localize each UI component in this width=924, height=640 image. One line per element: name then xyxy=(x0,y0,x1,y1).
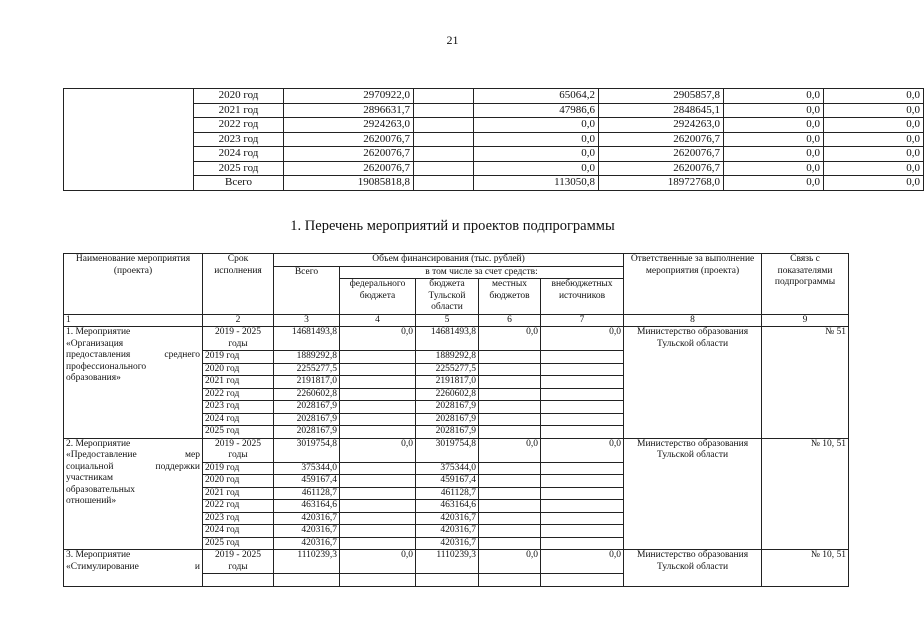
event-year-other xyxy=(541,363,624,376)
event-year-other xyxy=(541,475,624,488)
event-year: 2024 год xyxy=(203,413,274,426)
event-year: 2021 год xyxy=(203,376,274,389)
event-link: № 10, 51 xyxy=(762,550,849,587)
event-total: 14681493,8 xyxy=(274,327,340,351)
summary-regional: 18972768,0 xyxy=(599,176,724,191)
event-year-local xyxy=(479,537,541,550)
summary-total: 2620076,7 xyxy=(284,147,414,162)
event-year-federal xyxy=(340,512,416,525)
event-year-federal xyxy=(340,401,416,414)
summary-federal: 113050,8 xyxy=(474,176,599,191)
summary-empty xyxy=(414,132,474,147)
summary-total: 2924263,0 xyxy=(284,118,414,133)
event-term xyxy=(203,438,274,462)
summary-year: 2020 год xyxy=(194,89,284,104)
summary-regional: 2905857,8 xyxy=(599,89,724,104)
column-number: 1 xyxy=(64,314,203,327)
event-year-local xyxy=(479,500,541,513)
column-number: 8 xyxy=(624,314,762,327)
col-header-regional: бюджета Тульской области xyxy=(416,279,479,315)
column-number: 5 xyxy=(416,314,479,327)
event-name xyxy=(64,327,203,439)
summary-total: 19085818,8 xyxy=(284,176,414,191)
event-year-total: 461128,7 xyxy=(274,487,340,500)
column-number: 2 xyxy=(203,314,274,327)
event-year-federal xyxy=(340,500,416,513)
event-regional: 1110239,3 xyxy=(416,550,479,574)
col-header-total: Всего xyxy=(274,266,340,314)
event-year-local xyxy=(479,388,541,401)
summary-federal: 47986,6 xyxy=(474,103,599,118)
event-term-range: 2019 - 2025 xyxy=(215,550,261,560)
col-header-federal: федерального бюджета xyxy=(340,279,416,315)
event-name xyxy=(64,438,203,550)
event-other: 0,0 xyxy=(541,438,624,462)
summary-other: 0,0 xyxy=(824,161,924,176)
summary-total: 2620076,7 xyxy=(284,161,414,176)
column-number: 4 xyxy=(340,314,416,327)
event-year-other xyxy=(541,525,624,538)
event-year-regional: 2028167,9 xyxy=(416,413,479,426)
summary-empty xyxy=(414,161,474,176)
event-year-other xyxy=(541,426,624,439)
event-name-line: «Стимулирование и xyxy=(66,561,200,572)
event-federal: 0,0 xyxy=(340,327,416,351)
event-year-other xyxy=(541,462,624,475)
event-year-federal xyxy=(340,388,416,401)
summary-federal: 0,0 xyxy=(474,147,599,162)
header-row-1 xyxy=(64,254,849,267)
event-year-local xyxy=(479,512,541,525)
event-federal: 0,0 xyxy=(340,550,416,574)
event-year-total: 1889292,8 xyxy=(274,351,340,364)
event-year-total: 2028167,9 xyxy=(274,401,340,414)
event-year-federal xyxy=(340,462,416,475)
event-year-other xyxy=(541,512,624,525)
summary-regional: 2620076,7 xyxy=(599,147,724,162)
event-year-federal xyxy=(340,537,416,550)
event-other: 0,0 xyxy=(541,327,624,351)
summary-year: Всего xyxy=(194,176,284,191)
event-year-total: 2028167,9 xyxy=(274,426,340,439)
summary-total: 2620076,7 xyxy=(284,132,414,147)
summary-empty xyxy=(414,118,474,133)
event-year-local xyxy=(479,376,541,389)
summary-year: 2021 год xyxy=(194,103,284,118)
event-continuation-cell xyxy=(416,574,479,587)
event-name-line: «Предоставление мер xyxy=(66,450,200,460)
event-year-local xyxy=(479,487,541,500)
column-number: 7 xyxy=(541,314,624,327)
event-link: № 10, 51 xyxy=(762,438,849,550)
event-name-line: образования» xyxy=(66,373,121,383)
event-year: 2019 год xyxy=(203,351,274,364)
event-year-regional: 420316,7 xyxy=(416,512,479,525)
summary-funding-table xyxy=(63,88,924,191)
summary-total: 2896631,7 xyxy=(284,103,414,118)
event-year: 2024 год xyxy=(203,525,274,538)
page-number: 21 xyxy=(446,33,459,47)
event-year-total: 2191817,0 xyxy=(274,376,340,389)
event-year-other xyxy=(541,500,624,513)
event-continuation-cell xyxy=(274,574,340,587)
event-year-local xyxy=(479,401,541,414)
summary-empty xyxy=(414,147,474,162)
event-continuation-cell xyxy=(541,574,624,587)
event-year-regional: 461128,7 xyxy=(416,487,479,500)
event-continuation-cell xyxy=(479,574,541,587)
event-year-local xyxy=(479,426,541,439)
summary-local: 0,0 xyxy=(724,147,824,162)
event-row xyxy=(64,327,849,351)
event-term-unit: годы xyxy=(228,338,248,349)
summary-blank-cell xyxy=(64,89,194,191)
event-term xyxy=(203,550,274,574)
event-term-range: 2019 - 2025 xyxy=(215,438,261,449)
summary-year: 2022 год xyxy=(194,118,284,133)
event-responsible: Министерство образования Тульской области xyxy=(624,550,762,587)
summary-federal: 0,0 xyxy=(474,161,599,176)
summary-regional: 2848645,1 xyxy=(599,103,724,118)
summary-local: 0,0 xyxy=(724,161,824,176)
event-name-line: профессионального xyxy=(66,361,147,372)
event-responsible: Министерство образования Тульской области xyxy=(624,327,762,439)
event-name-line: «Организация xyxy=(66,338,124,349)
event-name-line: 2. Мероприятие xyxy=(66,438,131,449)
event-term xyxy=(203,327,274,351)
event-year-total: 2028167,9 xyxy=(274,413,340,426)
summary-regional: 2620076,7 xyxy=(599,132,724,147)
event-year-federal xyxy=(340,351,416,364)
event-year-federal xyxy=(340,525,416,538)
event-name-line: социальной поддержки xyxy=(66,461,200,472)
event-year: 2025 год xyxy=(203,426,274,439)
event-year-federal xyxy=(340,413,416,426)
event-year-total: 420316,7 xyxy=(274,525,340,538)
event-continuation-cell xyxy=(340,574,416,587)
event-term-unit: годы xyxy=(228,450,248,460)
section-title: 1. Перечень мероприятий и проектов подпрограммы xyxy=(290,218,615,234)
event-year-regional: 2191817,0 xyxy=(416,376,479,389)
event-name-line: предоставления среднего xyxy=(66,350,200,360)
event-federal: 0,0 xyxy=(340,438,416,462)
event-year-regional: 2028167,9 xyxy=(416,401,479,414)
event-year-total: 2260602,8 xyxy=(274,388,340,401)
event-year-local xyxy=(479,363,541,376)
event-year-local xyxy=(479,525,541,538)
summary-local: 0,0 xyxy=(724,132,824,147)
event-term-range: 2019 - 2025 xyxy=(215,327,261,337)
event-year: 2022 год xyxy=(203,388,274,401)
summary-year: 2024 год xyxy=(194,147,284,162)
event-year-local xyxy=(479,413,541,426)
event-year-regional: 375344,0 xyxy=(416,462,479,475)
summary-empty xyxy=(414,103,474,118)
summary-local: 0,0 xyxy=(724,118,824,133)
summary-regional: 2620076,7 xyxy=(599,161,724,176)
col-header-responsible: Ответственные за выполнение мероприятия (проекта) xyxy=(624,254,762,315)
event-year-other xyxy=(541,351,624,364)
event-year-other xyxy=(541,388,624,401)
col-header-including: в том числе за счет средств: xyxy=(340,266,624,279)
summary-regional: 2924263,0 xyxy=(599,118,724,133)
event-year: 2020 год xyxy=(203,363,274,376)
summary-other: 0,0 xyxy=(824,103,924,118)
summary-federal: 0,0 xyxy=(474,118,599,133)
summary-other: 0,0 xyxy=(824,118,924,133)
summary-year: 2023 год xyxy=(194,132,284,147)
event-name-line: отношений» xyxy=(66,496,117,506)
summary-local: 0,0 xyxy=(724,103,824,118)
event-year-regional: 463164,6 xyxy=(416,500,479,513)
event-local: 0,0 xyxy=(479,550,541,574)
summary-federal: 0,0 xyxy=(474,132,599,147)
event-year-local xyxy=(479,475,541,488)
col-header-other: внебюджетных источников xyxy=(541,279,624,315)
event-total: 1110239,3 xyxy=(274,550,340,574)
event-year-other xyxy=(541,487,624,500)
summary-local: 0,0 xyxy=(724,89,824,104)
event-year: 2025 год xyxy=(203,537,274,550)
event-year-federal xyxy=(340,475,416,488)
event-local: 0,0 xyxy=(479,327,541,351)
event-regional: 3019754,8 xyxy=(416,438,479,462)
summary-federal: 65064,2 xyxy=(474,89,599,104)
event-year-regional: 1889292,8 xyxy=(416,351,479,364)
event-year: 2023 год xyxy=(203,401,274,414)
event-name xyxy=(64,550,203,587)
summary-empty xyxy=(414,89,474,104)
event-year-other xyxy=(541,401,624,414)
event-year-local xyxy=(479,351,541,364)
col-header-local: местных бюджетов xyxy=(479,279,541,315)
column-number: 6 xyxy=(479,314,541,327)
event-year-local xyxy=(479,462,541,475)
col-header-name: Наименование мероприятия (проекта) xyxy=(64,254,203,315)
col-header-link: Связь с показателями подпрограммы xyxy=(762,254,849,315)
event-link: № 51 xyxy=(762,327,849,439)
column-number: 9 xyxy=(762,314,849,327)
event-year-federal xyxy=(340,426,416,439)
summary-local: 0,0 xyxy=(724,176,824,191)
event-name-line: участникам xyxy=(66,473,113,483)
event-year-other xyxy=(541,413,624,426)
event-total: 3019754,8 xyxy=(274,438,340,462)
event-regional: 14681493,8 xyxy=(416,327,479,351)
event-row xyxy=(64,550,849,574)
event-year-other xyxy=(541,376,624,389)
summary-total: 2970922,0 xyxy=(284,89,414,104)
event-continuation-cell xyxy=(203,574,274,587)
event-row xyxy=(64,438,849,462)
event-term-unit: годы xyxy=(228,561,248,572)
summary-other: 0,0 xyxy=(824,89,924,104)
event-year-federal xyxy=(340,487,416,500)
summary-row xyxy=(64,89,924,104)
event-other: 0,0 xyxy=(541,550,624,574)
summary-year: 2025 год xyxy=(194,161,284,176)
event-year-regional: 420316,7 xyxy=(416,537,479,550)
event-year-total: 375344,0 xyxy=(274,462,340,475)
col-header-term: Срок исполнения xyxy=(203,254,274,315)
event-local: 0,0 xyxy=(479,438,541,462)
event-year-regional: 459167,4 xyxy=(416,475,479,488)
event-year-total: 2255277,5 xyxy=(274,363,340,376)
column-number: 3 xyxy=(274,314,340,327)
event-year-regional: 2028167,9 xyxy=(416,426,479,439)
event-name-line: 3. Мероприятие xyxy=(66,550,131,560)
event-year-regional: 2255277,5 xyxy=(416,363,479,376)
event-year: 2023 год xyxy=(203,512,274,525)
event-year: 2019 год xyxy=(203,462,274,475)
event-name-line: 1. Мероприятие xyxy=(66,327,131,337)
event-year-total: 463164,6 xyxy=(274,500,340,513)
events-table xyxy=(63,253,849,587)
event-year-total: 420316,7 xyxy=(274,512,340,525)
event-year-regional: 2260602,8 xyxy=(416,388,479,401)
event-year: 2022 год xyxy=(203,500,274,513)
event-year: 2020 год xyxy=(203,475,274,488)
event-name-line: образовательных xyxy=(66,484,135,495)
event-responsible: Министерство образования Тульской области xyxy=(624,438,762,550)
summary-empty xyxy=(414,176,474,191)
event-year: 2021 год xyxy=(203,487,274,500)
column-number-row xyxy=(64,314,849,327)
event-year-regional: 420316,7 xyxy=(416,525,479,538)
event-year-other xyxy=(541,537,624,550)
event-year-federal xyxy=(340,363,416,376)
summary-other: 0,0 xyxy=(824,147,924,162)
summary-other: 0,0 xyxy=(824,176,924,191)
event-year-total: 420316,7 xyxy=(274,537,340,550)
event-year-federal xyxy=(340,376,416,389)
summary-other: 0,0 xyxy=(824,132,924,147)
col-header-funding: Объем финансирования (тыс. рублей) xyxy=(274,254,624,267)
event-year-total: 459167,4 xyxy=(274,475,340,488)
